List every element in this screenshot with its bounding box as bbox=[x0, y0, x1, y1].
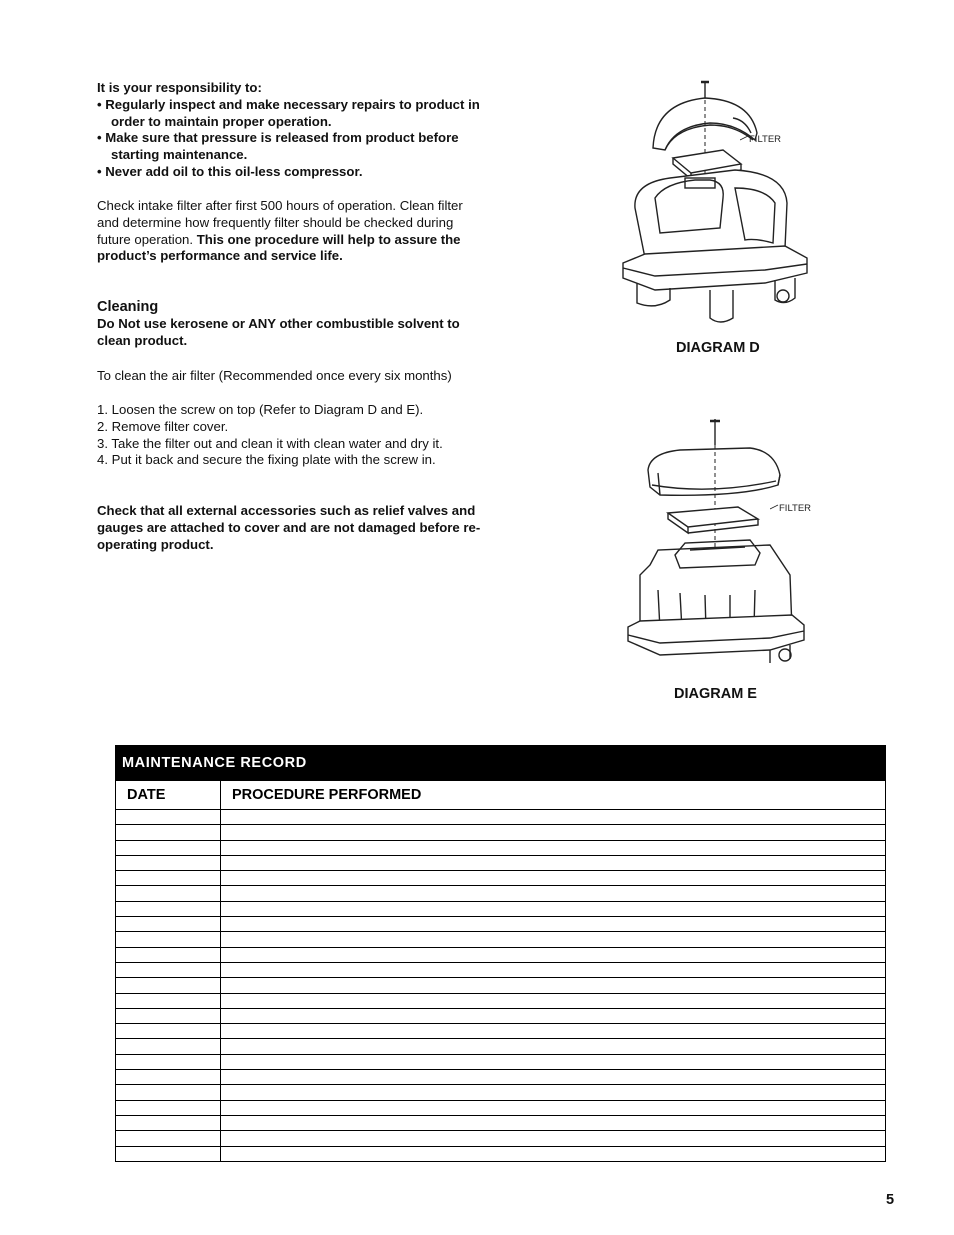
cleaning-warning: Do Not use kerosene or ANY other combustible solvent to clean product. bbox=[97, 315, 460, 348]
procedure-cell bbox=[221, 855, 886, 870]
date-cell bbox=[116, 1054, 221, 1069]
date-cell bbox=[116, 947, 221, 962]
procedure-cell bbox=[221, 810, 886, 825]
date-cell bbox=[116, 932, 221, 947]
record-row bbox=[116, 1085, 886, 1100]
record-row bbox=[116, 932, 886, 947]
date-cell bbox=[116, 917, 221, 932]
cleaning-step: 1. Loosen the screw on top (Refer to Diagram D and E). bbox=[97, 402, 424, 417]
procedure-cell bbox=[221, 1146, 886, 1161]
responsibility-bullet: • Never add oil to this oil-less compressor. bbox=[97, 163, 363, 179]
record-row bbox=[116, 1100, 886, 1115]
record-row bbox=[116, 1008, 886, 1023]
diagram-d-caption: DIAGRAM D bbox=[676, 340, 760, 356]
date-cell bbox=[116, 1115, 221, 1130]
date-cell bbox=[116, 825, 221, 840]
record-row bbox=[116, 1131, 886, 1146]
intake-paragraph bbox=[97, 198, 482, 265]
intake-emphasis: This one procedure will help to assure the product’s performance and service life. bbox=[97, 231, 461, 264]
record-row bbox=[116, 1054, 886, 1069]
cleaning-heading: Cleaning bbox=[97, 299, 159, 315]
record-row bbox=[116, 871, 886, 886]
record-row bbox=[116, 947, 886, 962]
date-cell bbox=[116, 1131, 221, 1146]
date-cell bbox=[116, 840, 221, 855]
record-row bbox=[116, 886, 886, 901]
date-cell bbox=[116, 993, 221, 1008]
filter-label: FILTER bbox=[749, 134, 782, 145]
date-cell bbox=[116, 855, 221, 870]
date-column-header: DATE bbox=[116, 781, 221, 810]
responsibility-heading: It is your responsibility to: bbox=[97, 80, 262, 95]
date-cell bbox=[116, 978, 221, 993]
procedure-cell bbox=[221, 1054, 886, 1069]
date-cell bbox=[116, 962, 221, 977]
diagram-d-illustration bbox=[615, 78, 815, 333]
date-cell bbox=[116, 1008, 221, 1023]
date-cell bbox=[116, 810, 221, 825]
cleaning-step: 4. Put it back and secure the fixing plate with the screw in. bbox=[97, 452, 436, 468]
record-row bbox=[116, 1146, 886, 1161]
date-cell bbox=[116, 871, 221, 886]
record-row bbox=[116, 1115, 886, 1130]
date-cell bbox=[116, 1146, 221, 1161]
procedure-cell bbox=[221, 901, 886, 916]
procedure-cell bbox=[221, 840, 886, 855]
procedure-cell bbox=[221, 825, 886, 840]
maintenance-record-body bbox=[116, 810, 886, 1162]
accessories-note: Check that all external accessories such as relief valves and gauges are attached to cover and are not damaged before re-operating product. bbox=[97, 503, 481, 552]
procedure-cell bbox=[221, 1100, 886, 1115]
record-row bbox=[116, 978, 886, 993]
date-cell bbox=[116, 1070, 221, 1085]
responsibility-bullet: • Make sure that pressure is released from product before starting maintenance. bbox=[97, 130, 459, 163]
responsibility-bullet: • Regularly inspect and make necessary repairs to product in order to maintain proper operation. bbox=[97, 96, 480, 129]
date-cell bbox=[116, 901, 221, 916]
record-row bbox=[116, 825, 886, 840]
cleaning-section bbox=[97, 299, 497, 349]
date-cell bbox=[116, 886, 221, 901]
procedure-cell bbox=[221, 947, 886, 962]
procedure-cell bbox=[221, 1115, 886, 1130]
record-row bbox=[116, 962, 886, 977]
procedure-cell bbox=[221, 917, 886, 932]
record-row bbox=[116, 810, 886, 825]
record-row bbox=[116, 1024, 886, 1039]
cleaning-step: 3. Take the filter out and clean it with clean water and dry it. bbox=[97, 435, 443, 451]
record-row bbox=[116, 901, 886, 916]
procedure-cell bbox=[221, 993, 886, 1008]
filter-label: FILTER bbox=[779, 503, 812, 514]
page-number: 5 bbox=[886, 1192, 895, 1208]
record-row bbox=[116, 1039, 886, 1054]
procedure-cell bbox=[221, 978, 886, 993]
cleaning-step: 2. Remove filter cover. bbox=[97, 418, 229, 434]
intake-text: Check intake filter after first 500 hours of operation. Clean filter and determine how frequently filter should be checked during future operation. bbox=[97, 198, 463, 247]
procedure-cell bbox=[221, 962, 886, 977]
procedure-cell bbox=[221, 1070, 886, 1085]
diagram-e-illustration bbox=[620, 415, 810, 675]
diagram-d-filter-label bbox=[740, 130, 800, 148]
record-row bbox=[116, 1070, 886, 1085]
date-cell bbox=[116, 1085, 221, 1100]
record-row bbox=[116, 840, 886, 855]
record-row bbox=[116, 917, 886, 932]
record-row bbox=[116, 993, 886, 1008]
procedure-cell bbox=[221, 1039, 886, 1054]
diagram-e-caption: DIAGRAM E bbox=[674, 686, 757, 702]
cleaning-steps bbox=[97, 402, 517, 469]
maintenance-record-title: MAINTENANCE RECORD bbox=[116, 746, 886, 781]
date-cell bbox=[116, 1039, 221, 1054]
cleaning-intro: To clean the air filter (Recommended once every six months) bbox=[97, 368, 452, 383]
procedure-cell bbox=[221, 871, 886, 886]
maintenance-record-table bbox=[115, 745, 886, 1162]
procedure-cell bbox=[221, 1085, 886, 1100]
procedure-column-header: PROCEDURE PERFORMED bbox=[221, 781, 886, 810]
procedure-cell bbox=[221, 1008, 886, 1023]
procedure-cell bbox=[221, 932, 886, 947]
date-cell bbox=[116, 1024, 221, 1039]
procedure-cell bbox=[221, 1024, 886, 1039]
record-row bbox=[116, 855, 886, 870]
procedure-cell bbox=[221, 886, 886, 901]
diagram-e-filter-label bbox=[770, 499, 830, 517]
responsibility-block bbox=[97, 80, 497, 181]
procedure-cell bbox=[221, 1131, 886, 1146]
date-cell bbox=[116, 1100, 221, 1115]
